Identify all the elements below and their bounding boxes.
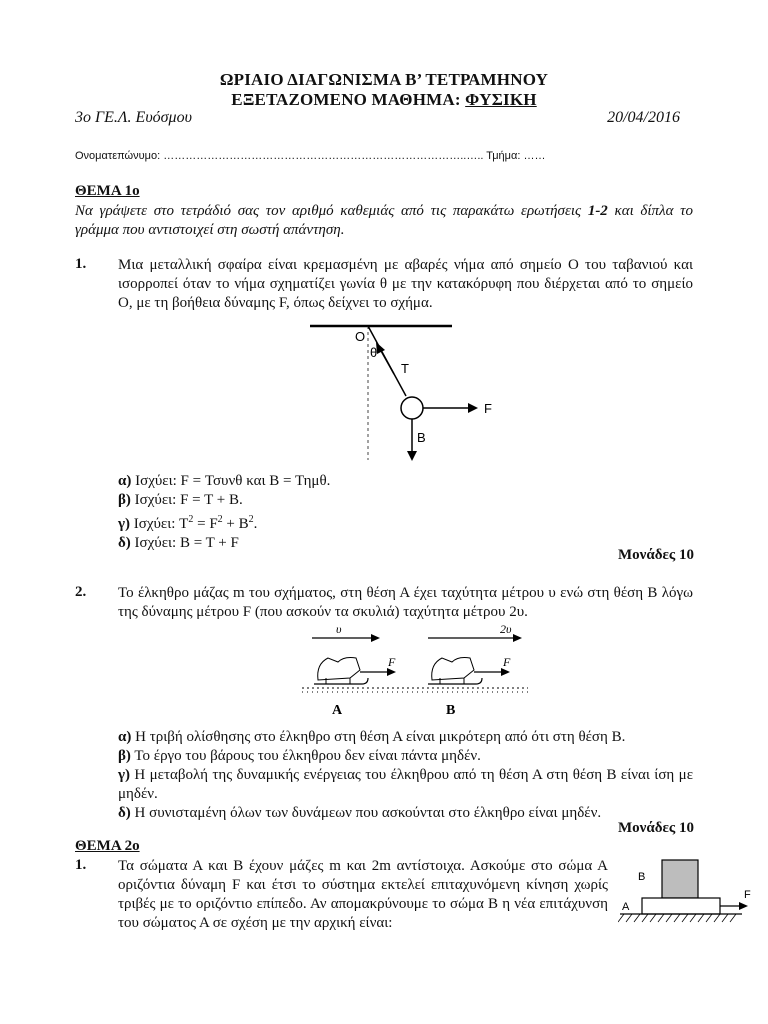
q2-options [118,728,693,823]
velocity-v-arrowhead [371,634,380,642]
velocity-2v-arrowhead [513,634,522,642]
force-arrowhead [739,902,748,910]
force-f-arrowhead [468,403,478,413]
superscript: 2 [248,514,254,525]
pendulum-figure [300,318,520,468]
option-letter: β) [118,492,131,508]
theme2-q1-number: 1. [75,857,87,873]
option-letter: γ) [118,516,131,532]
subject-prefix: ΕΞΕΤΑΖΟΜΕΝΟ ΜΑΘΗΜΑ: [231,90,466,109]
tension-arrow-line [380,349,394,374]
option-letter: α) [118,729,132,745]
sphere [401,397,423,419]
label-block-b: B [638,871,646,883]
option-letter: γ) [118,767,131,783]
q1-option-d [118,534,698,553]
floor-hatching [618,914,736,922]
option-letter: δ) [118,535,131,551]
theme2-q1-text: Τα σώματα Α και Β έχουν μάζες m και 2m αντίστοιχα. Ασκούμε στο σώμα Α οριζόντια δύναμη F και έτσι το σύστημα εκτελεί επιταχυνόμενη κίνηση χωρίς τριβές με το οριζόντιο επίπεδο. Αν απομακρύνουμε το σώμα Β η νέα επιτάχυνση του σώματος Α σε σχέση με την αρχική είναι: [118,858,608,931]
exam-title: ΩΡΙΑΙΟ ΔΙΑΓΩΝΙΣΜΑ Β’ ΤΕΤΡΑΜΗΝΟΥ [219,70,549,89]
instructions-text-a: Να γράψετε στο τετράδιό σας τον αριθμό καθεμιάς από τις παρακάτω ερωτήσεις [75,203,588,219]
q2-option-c [118,766,693,804]
option-text: Η τριβή ολίσθησης στο έλκηθρο στη θέση Α είναι μικρότερη από ότι στη θέση Β. [131,729,626,745]
option-text: Η συνισταμένη όλων των δυνάμεων που ασκούνται στο έλκηθρο είναι μηδέν. [130,805,602,821]
sled-b [428,658,482,685]
theme2-title: ΘΕΜΑ 2ο [75,838,140,854]
option-text: Ισχύει: F = T + B. [130,492,243,508]
q1-options [118,472,698,553]
option-text-part: . [253,516,258,532]
exam-subject-line [0,90,768,110]
school-name: 3ο ΓΕ.Λ. Ευόσμου [75,109,192,126]
q1-text: Μια μεταλλική σφαίρα είναι κρεμασμένη με αβαρές νήμα από σημείο Ο του ταβανιού και ισορροπεί όταν το νήμα σχηματίζει γωνία θ με την κατακόρυφη που διέρχεται από το σημείο Ο, με τη βοήθεια δύναμης F, όπως δείχνει το σχήμα. [118,257,693,311]
instructions-text-b: και δίπλα το γράμμα που αντιστοιχεί στη σωστή απάντηση. [75,203,693,238]
option-text: Το έργο του βάρους του έλκηθρου δεν είναι πάντα μηδέν. [130,748,481,764]
subject-name: ΦΥΣΙΚΗ [465,90,537,109]
force-a-arrowhead [387,668,396,676]
q2-option-b [118,747,693,766]
option-text-part: = F [193,516,218,532]
label-block-a: A [622,901,630,913]
option-text-part: + B [222,516,249,532]
q2-marks: Μονάδες 10 [617,820,694,836]
sled-a [314,658,368,685]
label-b: B [417,430,426,445]
label-force-b: F [503,655,511,669]
option-text: Ισχύει: T [130,516,189,532]
label-velocity-v: υ [336,622,342,636]
tension-arrowhead [376,342,385,354]
q1-number: 1. [75,256,87,272]
label-force-a: F [388,655,396,669]
label-velocity-2v: 2υ [500,622,512,636]
blocks-figure [618,856,758,940]
option-text: Η μεταβολή της δυναμικής ενέργειας του έλκηθρου από τη θέση Α στη θέση Β είναι ίση με μηδέν. [118,767,693,802]
superscript: 2 [188,514,194,525]
sled-figure [300,622,530,718]
option-letter: δ) [118,805,131,821]
q2-option-a [118,728,693,747]
q1-option-b [118,491,698,510]
q2-option-d [118,804,693,823]
q1-option-c [118,510,698,534]
label-theta: θ [370,345,378,360]
block-a [642,898,720,914]
option-letter: α) [118,473,132,489]
student-name-field: Ονοματεπώνυμο: ………………………………………………………………………..….. Τμήμα: …… [75,150,546,162]
q1-option-a [118,472,698,491]
label-position-a: A [332,703,343,718]
theme1-instructions [75,202,693,240]
q2-text: Το έλκηθρο μάζας m του σχήματος, στη θέση Α έχει ταχύτητα μέτρου υ ενώ στη θέση Β λόγω της δύναμης μέτρου F (που ασκούν τα σκυλιά) ταχύτητα μέτρου 2υ. [118,585,693,620]
superscript: 2 [217,514,223,525]
q2-number: 2. [75,584,87,600]
theme1-title: ΘΕΜΑ 1ο [75,183,140,199]
option-text: Ισχύει: F = Τσυνθ και Β = Τημθ. [131,473,331,489]
weight-arrowhead [407,451,417,461]
force-b-arrowhead [501,668,510,676]
sled-b-body [432,658,474,681]
block-b [662,860,698,898]
option-letter: β) [118,748,131,764]
option-text: Ισχύει: B = T + F [130,535,239,551]
label-force-f: F [744,889,751,901]
label-t: T [401,361,409,376]
label-position-b: B [446,703,456,718]
exam-date: 20/04/2016 [607,109,680,126]
label-o: O [355,329,366,344]
sled-a-body [318,658,360,681]
label-f: F [484,401,492,416]
q1-marks: Μονάδες 10 [617,547,694,563]
instructions-question-range: 1-2 [587,203,608,219]
